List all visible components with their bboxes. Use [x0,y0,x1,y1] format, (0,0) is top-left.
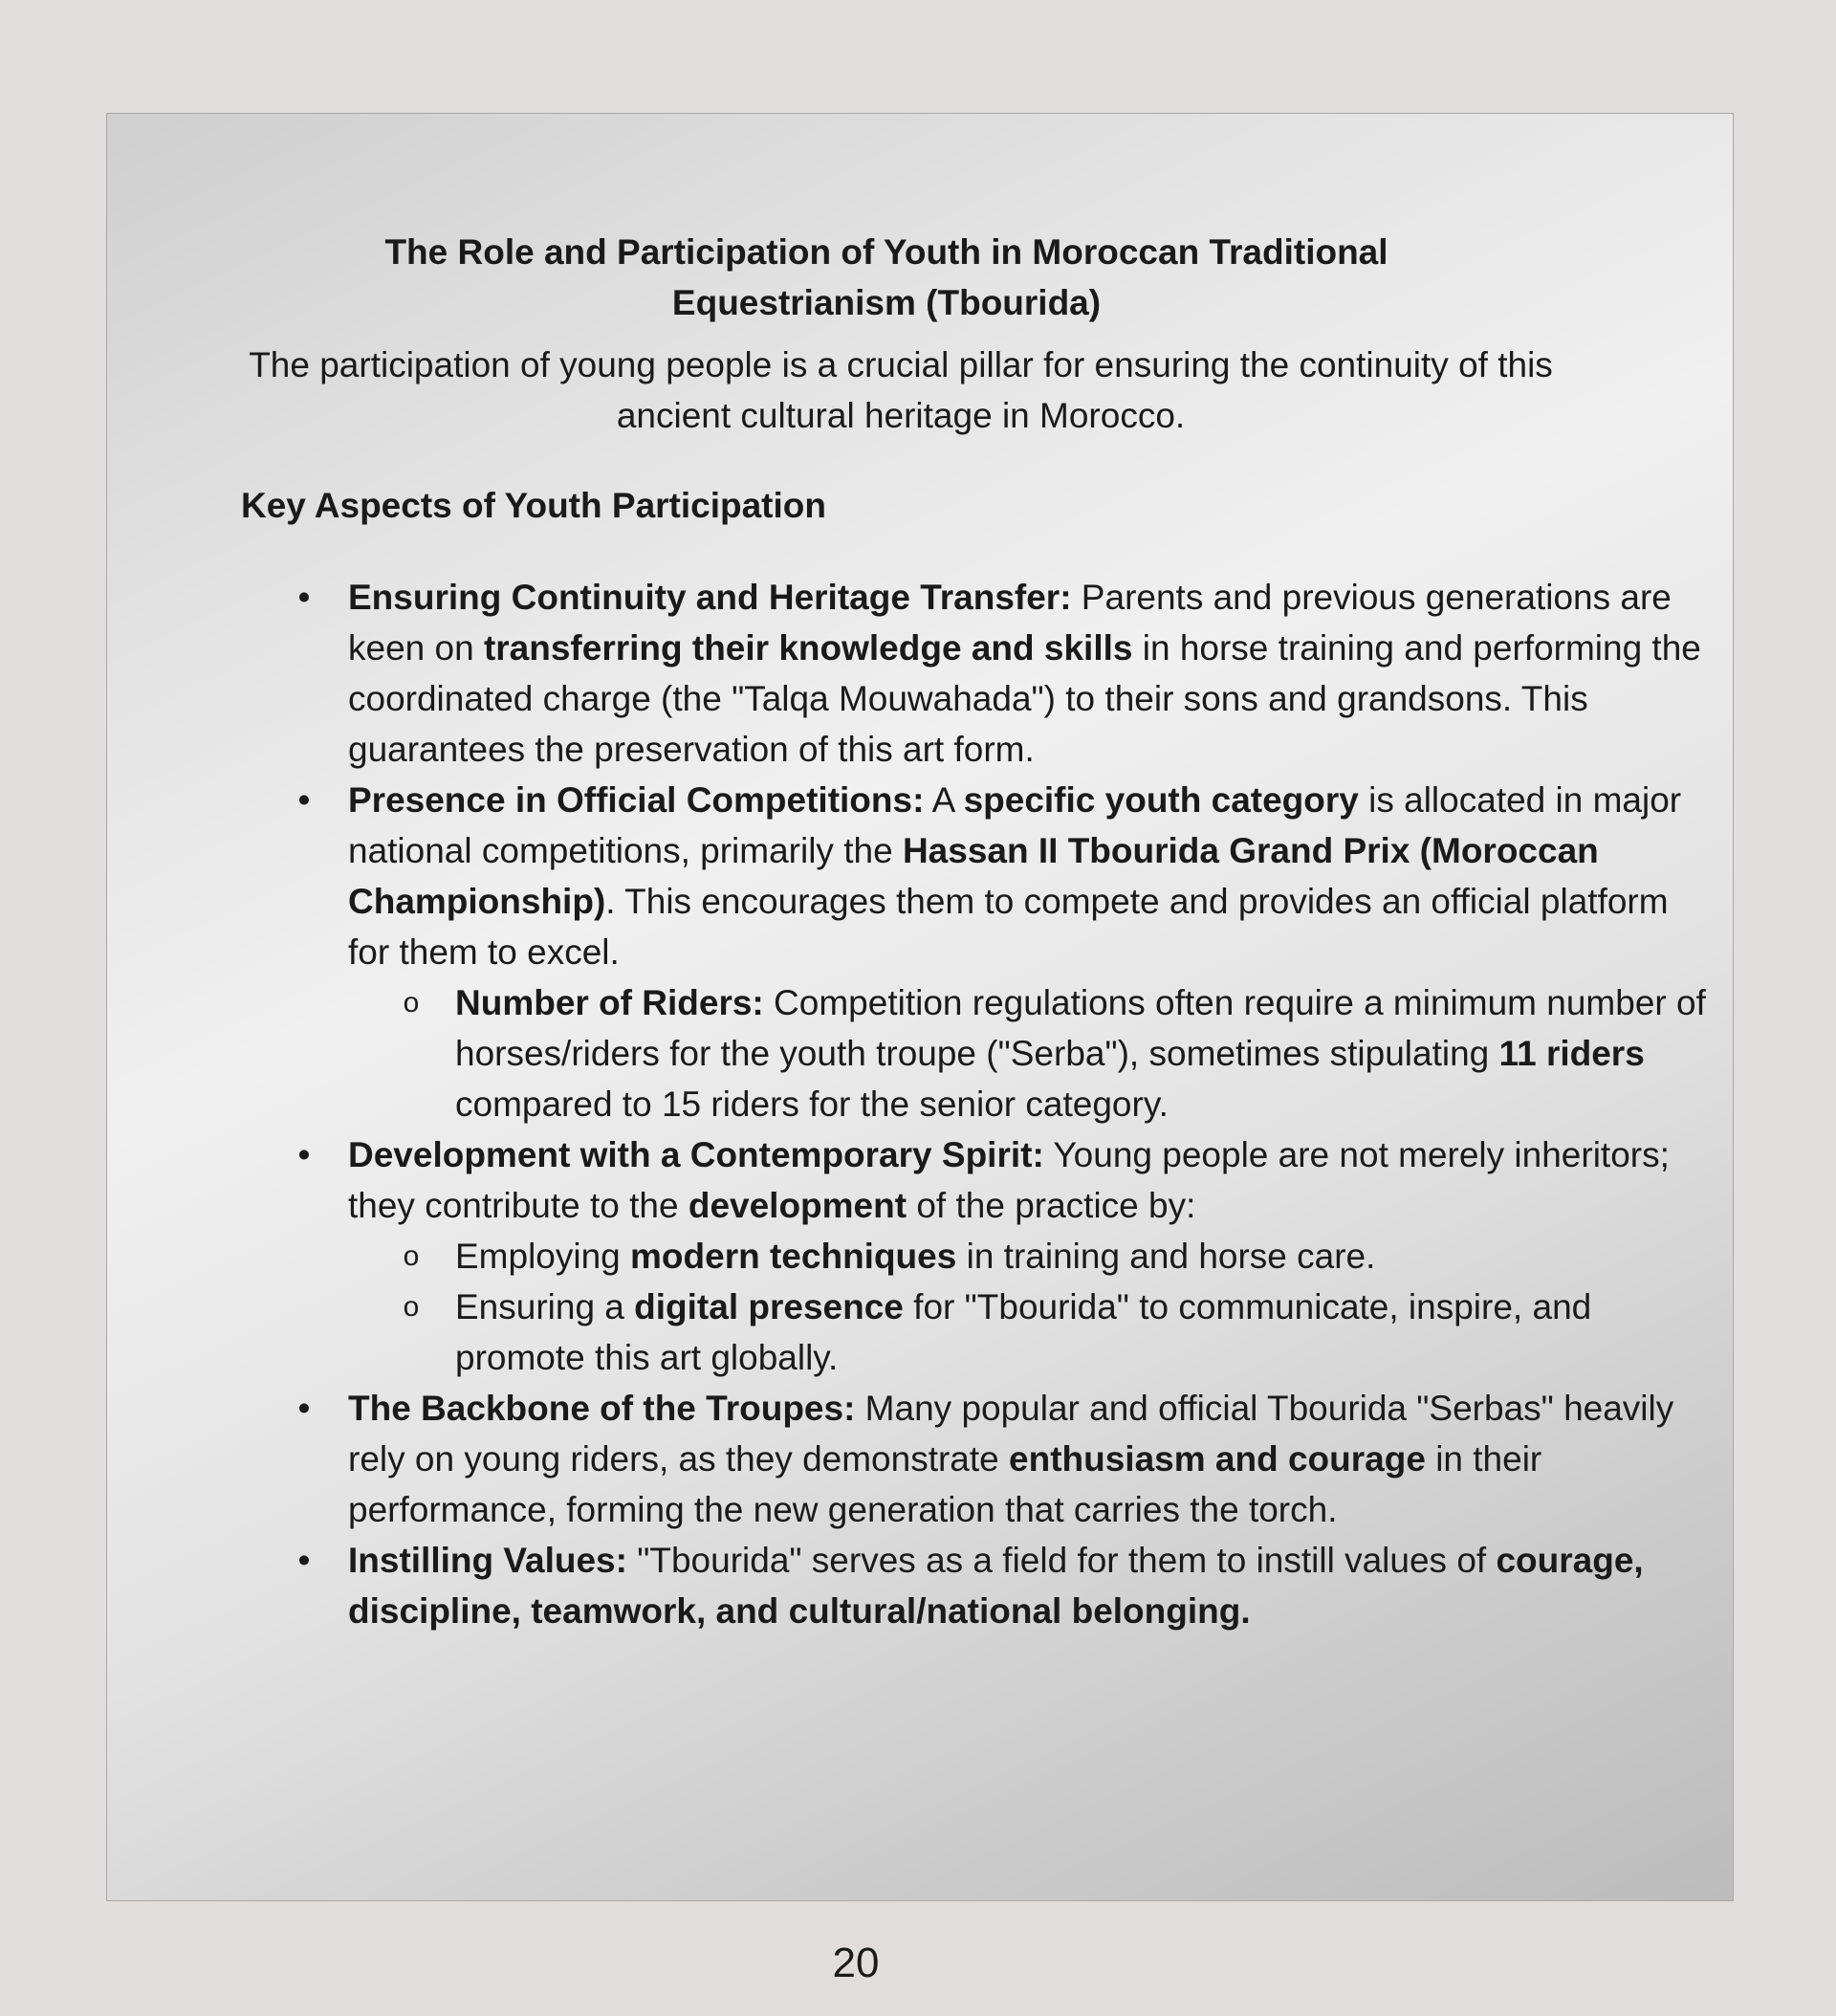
item-text: Employing [455,1237,631,1276]
circle-bullet-icon: o [403,987,420,1019]
item-text: Many popular and official Tbourida "Serbas" heavily rely on young riders, as they demonstrate [348,1389,1674,1479]
bullet-icon: • [297,1135,311,1174]
item-bold: transferring their knowledge and skills [483,628,1133,668]
intro-paragraph: The participation of young people is a crucial pillar for ensuring the continuity of this ancient cultural heritage in Morocco. [249,345,1553,435]
item-lead: Ensuring Continuity and Heritage Transfer: [348,578,1072,617]
item-text: Young people are not merely inheritors; they contribute to the [348,1135,1670,1225]
item-text: . This encourages them to compete and provides an official platform for them to excel. [348,882,1669,972]
bullet-icon: • [297,578,311,617]
item-bold: specific youth category [963,780,1359,820]
sub-list [348,977,1706,1129]
sub-list-item [403,1231,1706,1282]
sub-list-item [403,977,1706,1129]
item-bold: 11 riders [1498,1034,1645,1073]
item-bold: digital presence [634,1287,904,1326]
item-bold: enthusiasm and courage [1009,1439,1426,1479]
sub-list-item [403,1282,1706,1383]
circle-bullet-icon: o [403,1240,420,1272]
item-bold: Hassan II Tbourida Grand Prix (Moroccan Championship) [348,831,1599,921]
item-lead: Presence in Official Competitions: [348,780,925,820]
list-item-continuity [297,572,1706,775]
item-text: in their performance, forming the new generation that carries the torch. [348,1439,1542,1529]
item-text: in horse training and performing the coordinated charge (the "Talqa Mouwahada") to their sons and grandsons. This guarantees the preservation of this art form. [348,628,1701,769]
item-text: of the practice by: [907,1186,1196,1225]
item-text: Parents and previous generations are keen on [348,578,1672,668]
item-text: Ensuring a [455,1287,635,1326]
list-item-development [297,1129,1706,1383]
item-lead: Development with a Contemporary Spirit: [348,1135,1044,1174]
item-bold: courage, discipline, teamwork, and cultural/national belonging. [348,1541,1644,1631]
page-title: The Role and Participation of Youth in Moroccan Traditional Equestrianism (Tbourida) [384,232,1388,322]
bullet-icon: • [297,780,311,820]
item-bold: development [688,1186,907,1225]
list-item-competitions [297,775,1706,1129]
bullet-icon: • [297,1541,311,1580]
aspects-list [297,572,1706,1636]
item-lead: The Backbone of the Troupes: [348,1389,856,1428]
document-page [106,113,1734,1901]
item-text: Competition regulations often require a minimum number of horses/riders for the youth troupe ("Serba"), sometimes stipulating [455,983,1706,1073]
item-lead: Number of Riders: [455,983,764,1022]
section-heading: Key Aspects of Youth Participation [241,486,826,525]
sub-list [348,1231,1706,1383]
list-item-backbone [297,1383,1706,1535]
item-text: compared to 15 riders for the senior category. [455,1085,1169,1124]
item-bold: modern techniques [630,1237,957,1276]
page-number: 20 [832,1939,880,1986]
item-text: is allocated in major national competitions, primarily the [348,780,1682,870]
item-text: A [924,780,964,820]
item-lead: Instilling Values: [348,1541,627,1580]
bullet-icon: • [297,1389,311,1428]
item-text: in training and horse care. [956,1237,1376,1276]
item-text: "Tbourida" serves as a field for them to instill values of [626,1541,1497,1580]
circle-bullet-icon: o [403,1291,420,1323]
item-text: for "Tbourida" to communicate, inspire, and promote this art globally. [455,1287,1592,1377]
list-item-values [297,1535,1706,1636]
